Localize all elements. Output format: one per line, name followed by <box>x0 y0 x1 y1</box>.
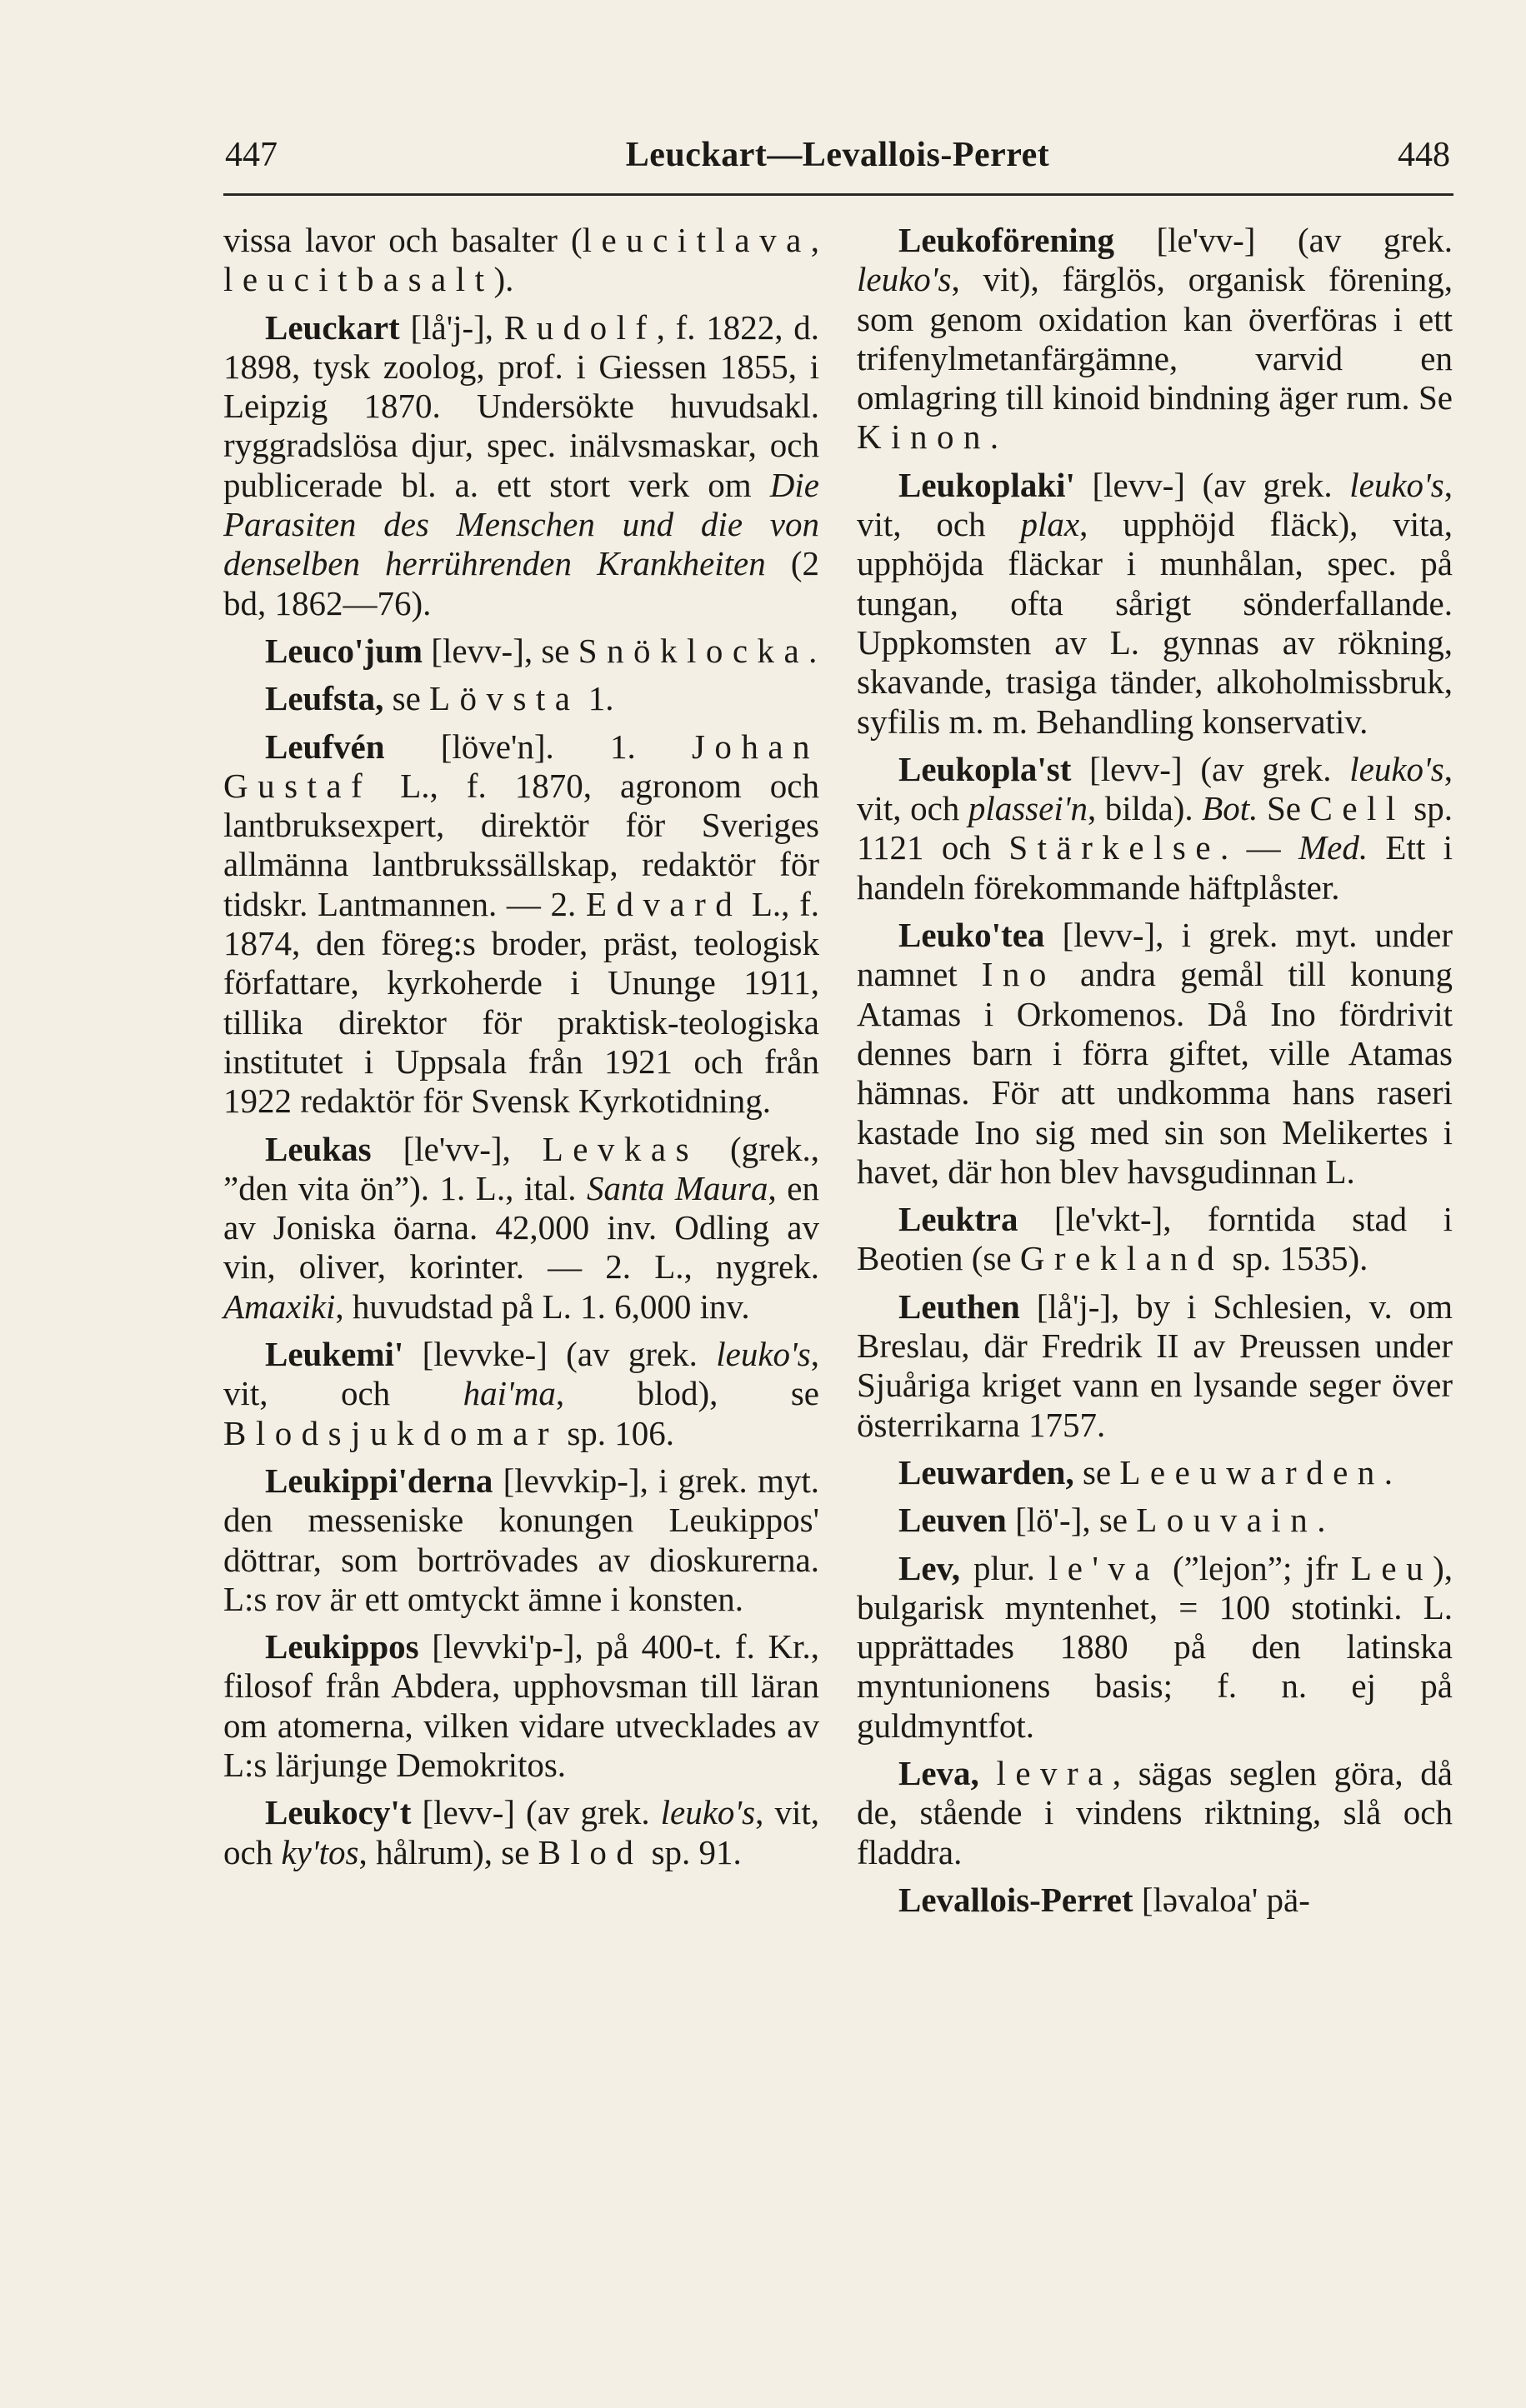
spaced-term: Rudolf <box>503 307 657 347</box>
entry-text: [le'vkt-], forntida stad i Beotien (se <box>857 1200 1453 1278</box>
italic-term: Santa Maura <box>587 1168 768 1207</box>
italic-term: ky'tos <box>281 1832 359 1871</box>
entry-leuthen <box>857 1287 1453 1445</box>
spaced-term: leucitbasalt <box>223 260 494 299</box>
entry-leva <box>857 1754 1453 1872</box>
italic-term: leuko's <box>1349 749 1444 788</box>
right-column <box>857 221 1453 1920</box>
entry-text: , vit, och <box>223 1793 819 1871</box>
entry-leuckart <box>223 308 819 623</box>
entry-text: se <box>1073 1452 1120 1491</box>
spaced-term: levra <box>996 1753 1113 1792</box>
entry-text: se <box>383 679 430 718</box>
entry-text: sp. 1535). <box>1223 1239 1368 1278</box>
entry-text: (grek., ”den vita ön”). 1. L., ital. <box>223 1129 819 1207</box>
entry-text: plur. <box>960 1548 1048 1587</box>
entry-text: (2 bd, 1862—76). <box>223 544 819 622</box>
entry-leufsta <box>223 679 819 718</box>
headword: Lev, <box>898 1548 961 1587</box>
running-header <box>225 133 1450 177</box>
headword: Leukocy't <box>265 1793 412 1832</box>
spaced-term: Blodsjukdomar <box>223 1413 559 1452</box>
italic-term: leuko's <box>1349 465 1444 504</box>
headword: Leuwarden, <box>898 1452 1074 1491</box>
spaced-term: Levkas <box>542 1129 699 1168</box>
entry-text: . <box>808 631 818 670</box>
entry-text: . <box>989 417 999 457</box>
spaced-term: Snöklocka <box>578 631 809 670</box>
headword: Leukopla'st <box>898 749 1072 788</box>
entry-text: [le'vv-] (av grek. <box>1113 221 1453 259</box>
entry-text: , huvudstad på L. 1. 6,000 inv. <box>335 1286 750 1326</box>
spaced-term: Johan Gustaf <box>223 727 819 805</box>
headword: Leuven <box>898 1501 1007 1540</box>
entry-text: [le'vv-], <box>371 1129 543 1168</box>
spaced-term: Ino <box>981 955 1056 994</box>
entry-text: vissa lavor och basalter ( <box>223 221 583 259</box>
entry-leukemi <box>223 1335 819 1453</box>
headword: Leukoförening <box>898 221 1114 259</box>
entry-text: , vit, och <box>223 1335 819 1413</box>
entry-lev <box>857 1549 1453 1746</box>
entry-text: sp. 91. <box>643 1832 742 1871</box>
italic-term: Bot. <box>1202 789 1258 828</box>
entry-text: L., f. 1870, agronom och lantbruksexpert, direktör för Sveriges allmänna lantbrukssällskap, redaktör för tidskr. Lantmannen. — 2. <box>223 766 819 923</box>
entry-text: (”lejon”; jfr <box>1159 1548 1351 1587</box>
running-title: Leuckart—Levallois-Perret <box>625 136 1050 174</box>
italic-term: Med. <box>1298 828 1368 867</box>
italic-term: leuko's <box>857 260 952 299</box>
italic-term: leuko's <box>660 1793 756 1832</box>
entry-text: Ett i handeln förekommande häftplåster. <box>857 828 1453 907</box>
entry-text: 1. <box>579 679 614 718</box>
entry-leukas <box>223 1130 819 1326</box>
headword: Leukemi' <box>265 1335 404 1374</box>
entry-leukoforening <box>857 221 1453 457</box>
headword: Leukas <box>265 1129 372 1168</box>
entry-leukoplaki <box>857 466 1453 742</box>
spaced-term: Cell <box>1309 789 1405 828</box>
spaced-term: Blod <box>538 1832 643 1871</box>
headword: Leuthen <box>898 1286 1020 1326</box>
headword: Levallois-Perret <box>898 1880 1133 1919</box>
entry-leucojum <box>223 632 819 671</box>
entry-text: , f. 1822, d. 1898, tysk zoolog, prof. i Giessen 1855, i Leipzig 1870. Undersökte huvudsakl. ryggradslösa djur, spec. inälvsmaskar, och publicerade bl. a. ett stort verk om <box>223 307 820 504</box>
entry-text <box>979 1754 997 1792</box>
entry-text: , sägas seglen göra, då de, stående i vindens riktning, slå och fladdra. <box>857 1753 1453 1871</box>
entry-text: [lö'-], se <box>1006 1501 1137 1540</box>
entry-leukippos <box>223 1627 819 1785</box>
headword: Leukoplaki' <box>898 465 1075 504</box>
italic-term: leuko's <box>716 1335 811 1374</box>
entry-cont <box>223 221 819 300</box>
headword: Leukippi'derna <box>265 1461 493 1500</box>
italic-term: plassei'n <box>968 789 1088 828</box>
headword: Leukippos <box>265 1627 419 1666</box>
entry-levallois <box>857 1881 1453 1920</box>
entry-text: [levv-] (av grek. <box>1074 465 1350 504</box>
spaced-term: Kinon <box>857 417 990 457</box>
entry-text: , en av Joniska öarna. 42,000 inv. Odling av vin, oliver, korinter. — 2. L., nygrek. <box>223 1168 819 1286</box>
entry-text: [lå'j-], <box>399 307 504 347</box>
entry-leukippiderna <box>223 1461 819 1619</box>
spaced-term: Stärkelse <box>1008 828 1220 867</box>
entry-text: [levv-] (av grek. <box>411 1793 661 1832</box>
entry-text: . <box>1317 1501 1326 1540</box>
entry-leukoplast <box>857 750 1453 907</box>
entry-text: , vit, och <box>857 465 1453 544</box>
entry-text: [lå'j-], by i Schlesien, v. om Breslau, där Fredrik II av Preussen under Sjuåriga kriget vann en lysande seger över österrikarna 1757. <box>857 1286 1453 1444</box>
entry-text: , upphöjd fläck), vita, upphöjda fläckar i munhålan, spec. på tungan, ofta sårigt sönderfallande. Uppkomsten av L. gynnas av rökning, skavande, trasiga tänder, alkoholmissbruk, syfilis m. m. Behandling konservativ. <box>857 505 1453 741</box>
spaced-term: Louvain <box>1136 1501 1318 1540</box>
spaced-term: le'va <box>1048 1548 1160 1587</box>
entry-text: . — <box>1220 828 1298 867</box>
spaced-term: Lövsta <box>429 679 580 718</box>
italic-term: Die Parasiten des Menschen und die von denselben herrührenden Krankheiten <box>223 465 819 583</box>
entry-leuktra <box>857 1200 1453 1279</box>
entry-leukotea <box>857 916 1453 1192</box>
entry-text: [levv-] (av grek. <box>1071 749 1350 788</box>
entry-text: [löve'n]. 1. <box>384 727 692 766</box>
spaced-term: Leu <box>1350 1548 1433 1587</box>
headword: Leuckart <box>265 307 400 347</box>
entry-text: [levvke-] (av grek. <box>403 1335 717 1374</box>
entry-text: sp. 1121 och <box>857 789 1453 867</box>
left-column <box>223 221 819 1872</box>
entry-leuwarden <box>857 1453 1453 1492</box>
entry-leuven <box>857 1501 1453 1540</box>
headword: Leuko'tea <box>898 916 1045 955</box>
entry-text: , <box>810 221 819 259</box>
entry-text: andra gemål till konung Atamas i Orkomenos. Då Ino fördrivit dennes barn i förra giftet, ville Atamas hämnas. För att undkomma hans raseri kastade Ino sig med sin son Melikertes i havet, där hon blev havsgudinnan L. <box>857 955 1453 1191</box>
headword: Leufvén <box>265 727 385 766</box>
entry-text: ). <box>493 260 514 299</box>
left-page-number: 447 <box>225 136 278 174</box>
entry-text: ), bulgarisk myntenhet, = 100 stotinki. L. upprättades 1880 på den latinska myntunionens basis; f. n. ej på guldmyntfot. <box>857 1548 1453 1745</box>
right-page-number: 448 <box>1398 136 1450 174</box>
headword: Leufsta, <box>265 679 384 718</box>
entry-text: [levv-], i grek. myt. under namnet <box>857 916 1453 994</box>
entry-text: sp. 106. <box>558 1413 675 1452</box>
italic-term: hai'ma <box>463 1374 556 1413</box>
entry-text: [levvki'p-], på 400-t. f. Kr., filosof från Abdera, upphovsman till läran om atomerna, vilken vidare utvecklades av L:s lärjunge Demokritos. <box>223 1627 819 1784</box>
entry-leufven <box>223 727 819 1122</box>
entry-text: [ləvaloa' pä- <box>1133 1880 1310 1919</box>
italic-term: plax <box>1020 505 1080 544</box>
entry-text: , vit), färglös, organisk förening, som genom oxidation kan överföras i ett trifenylmetanfärgämne, varvid en omlagring till kinoid bindning äger rum. Se <box>857 260 1453 417</box>
entry-text: Se <box>1258 789 1310 828</box>
headword: Leva, <box>898 1753 979 1792</box>
entry-text: , vit, och <box>857 749 1453 828</box>
headword: Leuktra <box>898 1200 1018 1239</box>
spaced-term: Leeuwarden <box>1119 1452 1384 1491</box>
italic-term: Amaxiki <box>223 1286 336 1326</box>
entry-text: . <box>1383 1452 1393 1491</box>
entry-text: , blod), se <box>555 1374 819 1413</box>
entry-text: [levvkip-], i grek. myt. den messeniske konungen Leukippos' döttrar, som bortrövades av dioskurerna. L:s rov är ett omtyckt ämne i konsten. <box>223 1461 819 1618</box>
entry-text: , hålrum), se <box>358 1832 538 1871</box>
entry-text: [levv-], se <box>423 631 578 670</box>
header-rule <box>223 193 1453 196</box>
headword: Leuco'jum <box>265 631 423 670</box>
entry-text: , bilda). <box>1088 789 1203 828</box>
spaced-term: Grekland <box>1019 1239 1224 1278</box>
entry-text: L., f. 1874, den föreg:s broder, präst, teologisk författare, kyrkoherde i Ununge 1911, tillika direktor för praktisk-teologiska institutet i Uppsala från 1921 och från 1922 redaktör för Svensk Kyrkotidning. <box>223 884 819 1121</box>
spaced-term: Edvard <box>585 884 743 923</box>
entry-leukocyt <box>223 1793 819 1872</box>
spaced-term: leucitlava <box>582 221 811 259</box>
